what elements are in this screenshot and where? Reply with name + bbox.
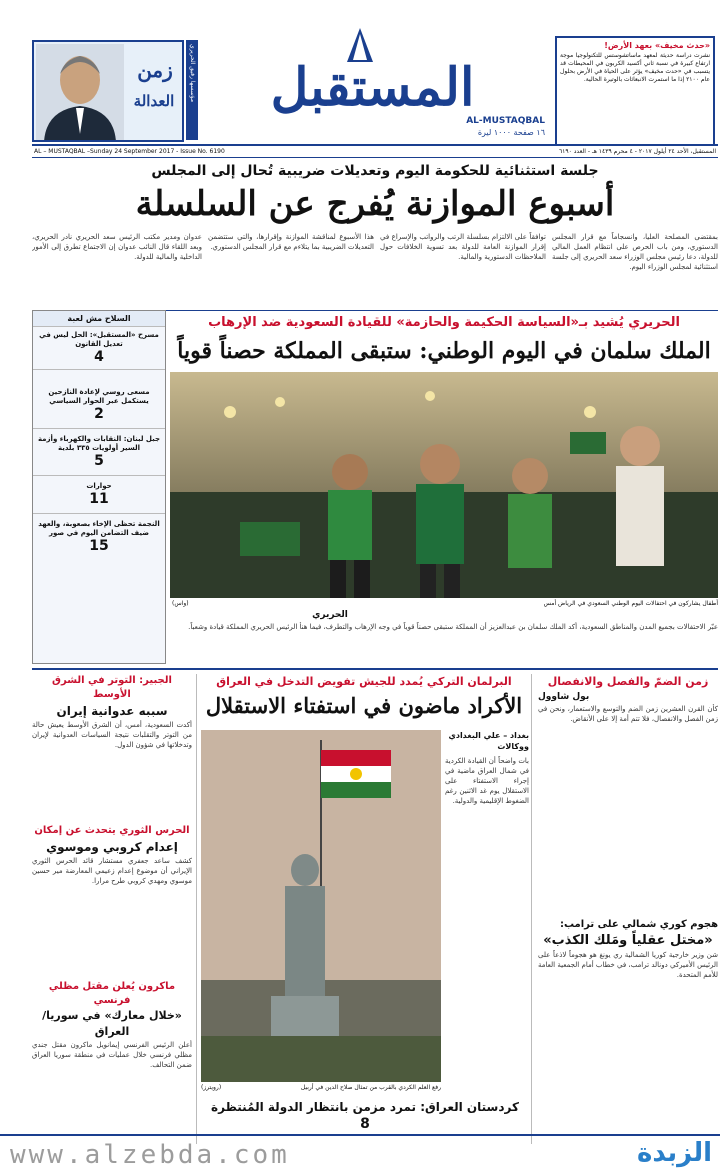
date-english: AL – MUSTAQBAL –Sunday 24 September 2017 - Issue No. 6190: [34, 148, 225, 155]
sidebar-item-title: مسرح «المستقبل»: الحل ليس في تعديل القانون: [39, 331, 159, 348]
left-story2-headline: إعدام كروبي وموسوي: [46, 840, 178, 854]
sidebar-item-page: 4: [94, 349, 104, 365]
section-divider: [32, 668, 718, 670]
top-brief-kicker: «حدث مخيف» بعهد الأرض!: [604, 41, 710, 50]
author-name: بول شاوول: [538, 692, 590, 702]
sidebar-item-page: 11: [89, 491, 109, 507]
kurdish-flag-statue-image: [201, 730, 441, 1082]
kurds-byline: بغداد – علي البغدادي ووكالات: [448, 731, 529, 751]
date-arabic: المستقبل، الأحد ٢٤ أيلول ٢٠١٧ - ٤ محرم ١٤٣٩ هـ - العدد ٦١٩٠: [558, 148, 716, 155]
kurds-photo: [201, 730, 441, 1082]
left-story2-kicker: الحرس الثوري يتحدث عن إمكان: [34, 825, 190, 836]
sidebar-item[interactable]: [33, 514, 165, 560]
sidebar-item-page: 5: [94, 453, 104, 469]
kurds-headline: الأكراد ماضون في استفتاء الاستقلال: [205, 693, 523, 718]
slogan-line1: زمن: [137, 58, 173, 82]
left-story3-headline: «خلال معارك» في سوريا/العراق: [42, 1009, 182, 1038]
footer-website[interactable]: www.alzebda.com: [10, 1140, 290, 1170]
slogan-line2: العدالة: [133, 92, 175, 110]
left-story1-body: أكدت السعودية، أمس، أن الشرق الأوسط يعيش حالة من التوتر والتقلبات نتيجة السياسات العدوانية لإيران وتدخلاتها في شؤون الدول.: [32, 721, 192, 749]
children-flag-image: [170, 372, 718, 598]
sidebar-box-title: السلاح مش لعبة: [33, 311, 165, 327]
sidebar-item[interactable]: [33, 327, 165, 370]
logo-english: AL-MUSTAQBAL: [466, 116, 545, 126]
sidebar-item[interactable]: [33, 476, 165, 514]
portrait-box: [32, 40, 184, 142]
saudi-photo-credit: (واس): [172, 600, 189, 607]
sidebar-item[interactable]: [33, 370, 165, 429]
footer-logo: الزبدة: [637, 1138, 712, 1168]
right-column: [538, 674, 718, 1124]
founder-tag: مؤسسها رفيق الحريري: [186, 40, 198, 140]
portrait-image: [36, 44, 124, 142]
left-story1-kicker: الجبير: التوتر في الشرق الأوسط: [52, 675, 172, 700]
saudi-kicker: الحريري يُشيد بـ«السياسة الحكيمة والحازمة» للقيادة السعودية ضد الإرهاب: [208, 315, 680, 330]
left-story3-kicker: ماكرون يُعلن مقتل مظلي فرنسي: [48, 981, 176, 1006]
right-story1-body: كأن القرن العشرين زمن الضم والتوسع والاستعمار، ونحن في زمن الفصل والانفصال، فلا تتم أمة إلا على الأنقاض.: [538, 705, 718, 723]
sidebar-item-title: مسعى روسي لإعادة النازحين يستكمل عبر الحوار السياسي: [48, 388, 150, 405]
sidebar-item[interactable]: [33, 429, 165, 476]
saudi-body-title: الحريري: [312, 610, 348, 620]
kurds-photo-credit: (رويترز): [201, 1084, 222, 1091]
right-story2-body: شن وزير خارجية كوريا الشمالية ري يونغ هو هجوماً لاذعاً على الرئيس الأميركي دونالد ترامب، في خطاب أمام الجمعية العامة للأمم المتحدة.: [538, 951, 718, 979]
left-story1-headline: سببه عدوانية إيران: [56, 704, 168, 718]
left-story2-body: كشف ساعد جعفري مستشار قائد الحرس الثوري الإيراني أن موضوع إعدام زعيمي المعارضة مير حسين موسوي ومهدي كروبي طرح مرارا.: [32, 857, 192, 885]
main-headline: أسبوع الموازنة يُفرج عن السلسلة: [135, 184, 615, 224]
kurds-brief-page: 8: [360, 1116, 370, 1132]
sidebar-item-title: جبل لبنان: النقابات والكهرباء وأزمة السير أولويات ٣٣٥ بلدية: [37, 435, 161, 452]
price-label: ١٦ صفحة ١٠٠٠ ليرة: [477, 128, 545, 137]
main-kicker: جلسة استثنائية للحكومة اليوم وتعديلات ضريبية تُحال إلى المجلس: [151, 163, 599, 179]
sidebar-item-page: 15: [89, 538, 109, 554]
sidebar: [32, 310, 166, 664]
sidebar-item-title: حوارات: [86, 482, 112, 490]
left-column: [32, 674, 192, 1144]
top-brief-box: [555, 36, 715, 146]
sidebar-item-title: النجمة تحظى الإخاء بصعوبة، والعهد ضيف التضامن اليوم في صور: [38, 520, 160, 537]
main-col-1: بمقتضى المصلحة العليا، وانسجاماً مع قرار المجلس الدستوري، ومن باب الحرص على انتظام العمل المالي للدولة، دعا رئيس مجلس الوزراء سعد الحريري إلى جلسة استثنائية لمجلس الوزراء اليوم.: [552, 233, 718, 271]
kurds-kicker: البرلمان التركي يُمدد للجيش تفويض التدخل في العراق: [216, 675, 512, 688]
kurds-photo-caption: رفع العلم الكردي بالقرب من تمثال صلاح الدين في أربيل: [300, 1084, 441, 1091]
sidebar-item-page: 2: [94, 406, 104, 422]
saudi-headline: الملك سلمان في اليوم الوطني: ستبقى المملكة حصناً قوياً: [177, 338, 711, 364]
main-col-2: توافقاً على الالتزام بسلسلة الرتب والرواتب والإسراع في إقرار الموازنة العامة للدولة بعد تسوية الخلافات حول الملاحظات الدستورية والمالية.: [380, 233, 546, 261]
saudi-body: عبّر الاحتفالات بجميع المدن والمناطق السعودية، أكد الملك سلمان بن عبدالعزيز أن المملكة ستبقى حصناً قوياً في وجه الإرهاب والتطرف، فيما هنأ الرئيس الحريري المملكة قيادة وشعباً.: [188, 623, 718, 631]
saudi-photo: [170, 372, 718, 598]
kurds-text-col: [445, 730, 529, 1082]
date-bar: [32, 144, 718, 158]
left-story3-body: أعلن الرئيس الفرنسي إيمانويل ماكرون مقتل جندي مظلي فرنسي خلال عمليات في منطقة سوريا العراق ضمن التحالف.: [32, 1041, 192, 1069]
logo: [200, 28, 545, 136]
kurds-brief-headline: كردستان العراق: تمرد مزمن بانتظار الدولة المُنتظرة: [211, 1100, 519, 1114]
main-col-3: هذا الأسبوع لمناقشة الموازنة وإقرارها، والتي ستتضمن التعديلات الضريبية بما يتلاءم مع قرار المجلس الدستوري.: [208, 233, 374, 251]
top-brief-text: نشرت دراسة حديثة لمعهد ماساتشوستس للتكنولوجيا موجة ارتفاع كبيرة في نسبة ثاني أكسيد الكربون في المحيطات قد يتسبب في «حدث مخيف» يؤثر على الحياة في الأرض بحلول عام ٢١٠٠ إذا ما استمرت الانبعاثات بالوتيرة الحالية.: [560, 52, 710, 83]
masthead: [0, 0, 720, 155]
kurds-body: بات واضحاً أن القيادة الكردية في شمال العراق ماضية في إجراء الاستفتاء على الاستقلال يوم غد الاثنين رغم الضغوط الإقليمية والدولية.: [445, 757, 529, 805]
main-col-4: عدوان ومدير مكتب الرئيس سعد الحريري نادر الحريري، وبعد اللقاء قال النائب عدوان إن الاجتماع تطرق إلى الأمور الداخلية والمالية للدولة.: [32, 233, 202, 261]
main-columns: [32, 232, 718, 306]
kurds-story: [196, 674, 532, 1144]
footer-bar: [0, 1134, 720, 1172]
saudi-photo-caption: أطفال يشاركون في احتفالات اليوم الوطني السعودي في الرياض أمس: [543, 600, 718, 607]
right-story1-kicker: زمن الضمّ والفصل والانفصال: [547, 675, 709, 688]
right-story2-headline: «مختل عقلياً ومَلك الكذب»: [543, 933, 713, 948]
logo-arabic: المستقبل: [270, 57, 475, 118]
right-story2-kicker: هجوم كوري شمالي على ترامب:: [559, 919, 718, 930]
